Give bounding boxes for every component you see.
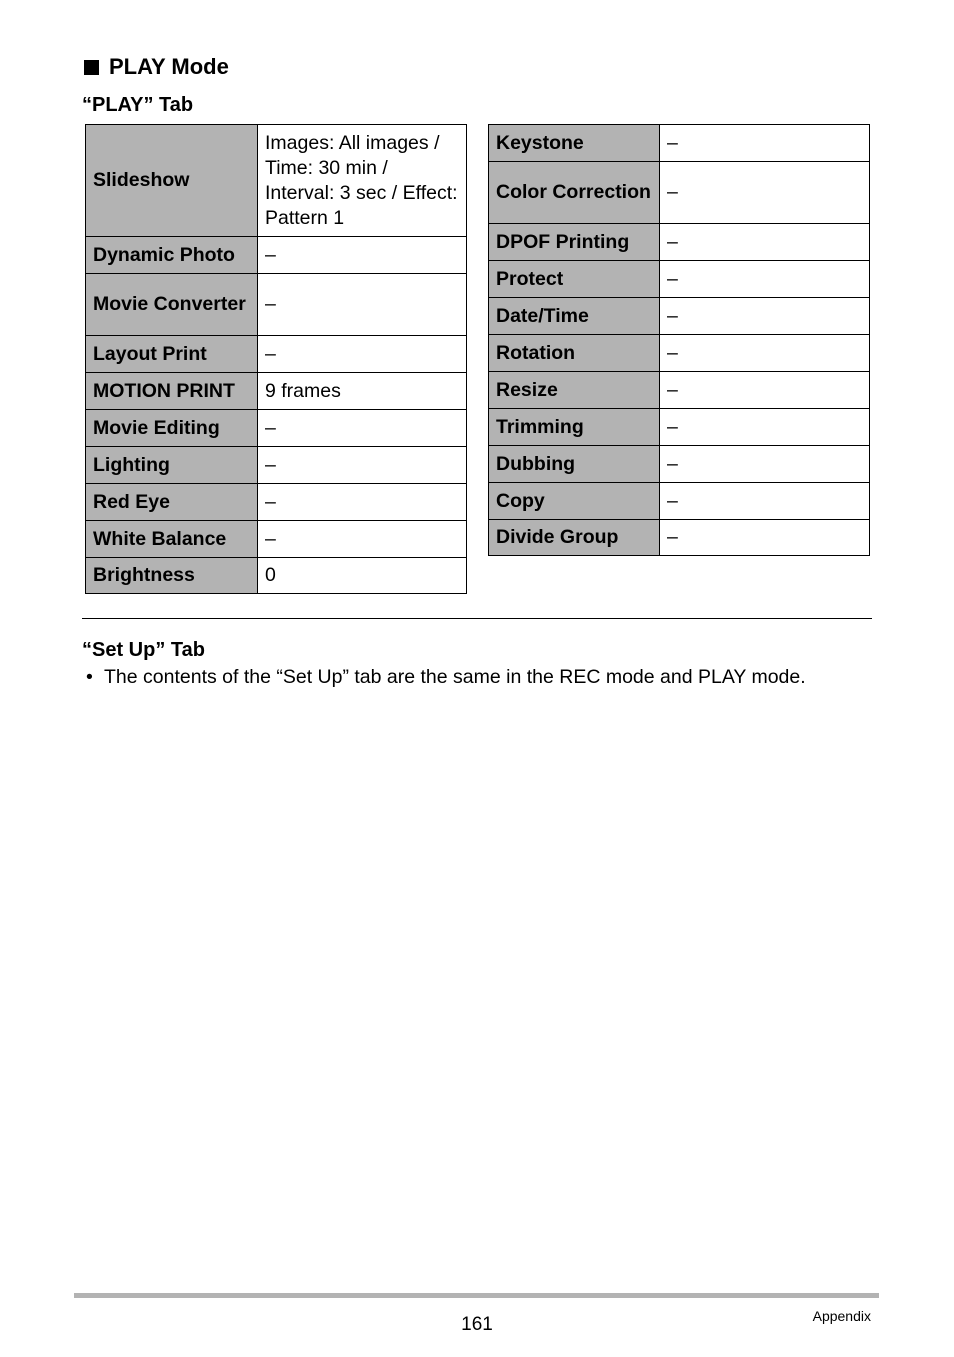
setting-name: Color Correction xyxy=(489,162,660,224)
setting-value: – xyxy=(660,409,870,446)
setting-name: Copy xyxy=(489,483,660,520)
setting-value: – xyxy=(660,520,870,556)
setting-value: – xyxy=(258,447,467,484)
setting-value: – xyxy=(258,410,467,447)
setting-name: Lighting xyxy=(86,447,258,484)
table-row xyxy=(86,521,467,558)
setup-tab-heading: “Set Up” Tab xyxy=(82,639,205,661)
section-heading xyxy=(84,52,229,82)
setting-name: Date/Time xyxy=(489,298,660,335)
setting-value: – xyxy=(258,336,467,373)
setting-name: Movie Converter xyxy=(86,274,258,336)
play-tab-right-table xyxy=(488,124,870,556)
play-tab-heading: “PLAY” Tab xyxy=(82,94,194,116)
table-row xyxy=(489,261,870,298)
table-row xyxy=(86,447,467,484)
table-row xyxy=(489,483,870,520)
setup-tab-note-text: The contents of the “Set Up” tab are the same in the REC mode and PLAY mode. xyxy=(104,666,806,688)
table-row xyxy=(489,298,870,335)
setting-name: Brightness xyxy=(86,558,258,594)
setting-name: Slideshow xyxy=(86,125,258,237)
table-row xyxy=(489,162,870,224)
table-row xyxy=(489,125,870,162)
footer-section-label: Appendix xyxy=(812,1308,871,1324)
table-row xyxy=(86,336,467,373)
table-row xyxy=(86,274,467,336)
table-row xyxy=(489,520,870,556)
table-row xyxy=(489,335,870,372)
setting-name: Red Eye xyxy=(86,484,258,521)
bullet-dot-icon: • xyxy=(86,666,93,688)
setting-name: Trimming xyxy=(489,409,660,446)
square-bullet-icon xyxy=(84,60,99,75)
setting-value: Images: All images / Time: 30 min / Interval: 3 sec / Effect: Pattern 1 xyxy=(258,125,467,237)
setting-name: DPOF Printing xyxy=(489,224,660,261)
section-divider xyxy=(82,618,872,619)
setting-name: Dynamic Photo xyxy=(86,237,258,274)
setting-name: MOTION PRINT xyxy=(86,373,258,410)
setting-value: – xyxy=(258,521,467,558)
setting-value: 0 xyxy=(258,558,467,594)
setting-name: Dubbing xyxy=(489,446,660,483)
table-row xyxy=(86,125,467,237)
setting-value: – xyxy=(660,261,870,298)
setting-value: – xyxy=(660,372,870,409)
setting-name: Resize xyxy=(489,372,660,409)
setting-name: Keystone xyxy=(489,125,660,162)
table-row xyxy=(489,372,870,409)
setting-value: – xyxy=(660,335,870,372)
section-heading-text: PLAY Mode xyxy=(109,54,229,79)
setting-name: Rotation xyxy=(489,335,660,372)
setting-name: Protect xyxy=(489,261,660,298)
setting-value: 9 frames xyxy=(258,373,467,410)
setting-name: Movie Editing xyxy=(86,410,258,447)
setting-value: – xyxy=(660,446,870,483)
table-row xyxy=(489,409,870,446)
setting-value: – xyxy=(258,274,467,336)
footer-rule xyxy=(74,1293,879,1298)
table-row xyxy=(489,224,870,261)
setting-name: Divide Group xyxy=(489,520,660,556)
setting-name: White Balance xyxy=(86,521,258,558)
setting-name: Layout Print xyxy=(86,336,258,373)
setting-value: – xyxy=(660,162,870,224)
table-row xyxy=(86,484,467,521)
table-row xyxy=(86,410,467,447)
setup-tab-note xyxy=(86,664,806,690)
table-row xyxy=(86,558,467,594)
play-tab-left-table xyxy=(85,124,467,594)
setting-value: – xyxy=(660,483,870,520)
setting-value: – xyxy=(660,224,870,261)
page-number: 161 xyxy=(461,1314,493,1335)
table-row xyxy=(489,446,870,483)
table-row xyxy=(86,373,467,410)
table-row xyxy=(86,237,467,274)
setting-value: – xyxy=(258,484,467,521)
setting-value: – xyxy=(258,237,467,274)
setting-value: – xyxy=(660,125,870,162)
setting-value: – xyxy=(660,298,870,335)
